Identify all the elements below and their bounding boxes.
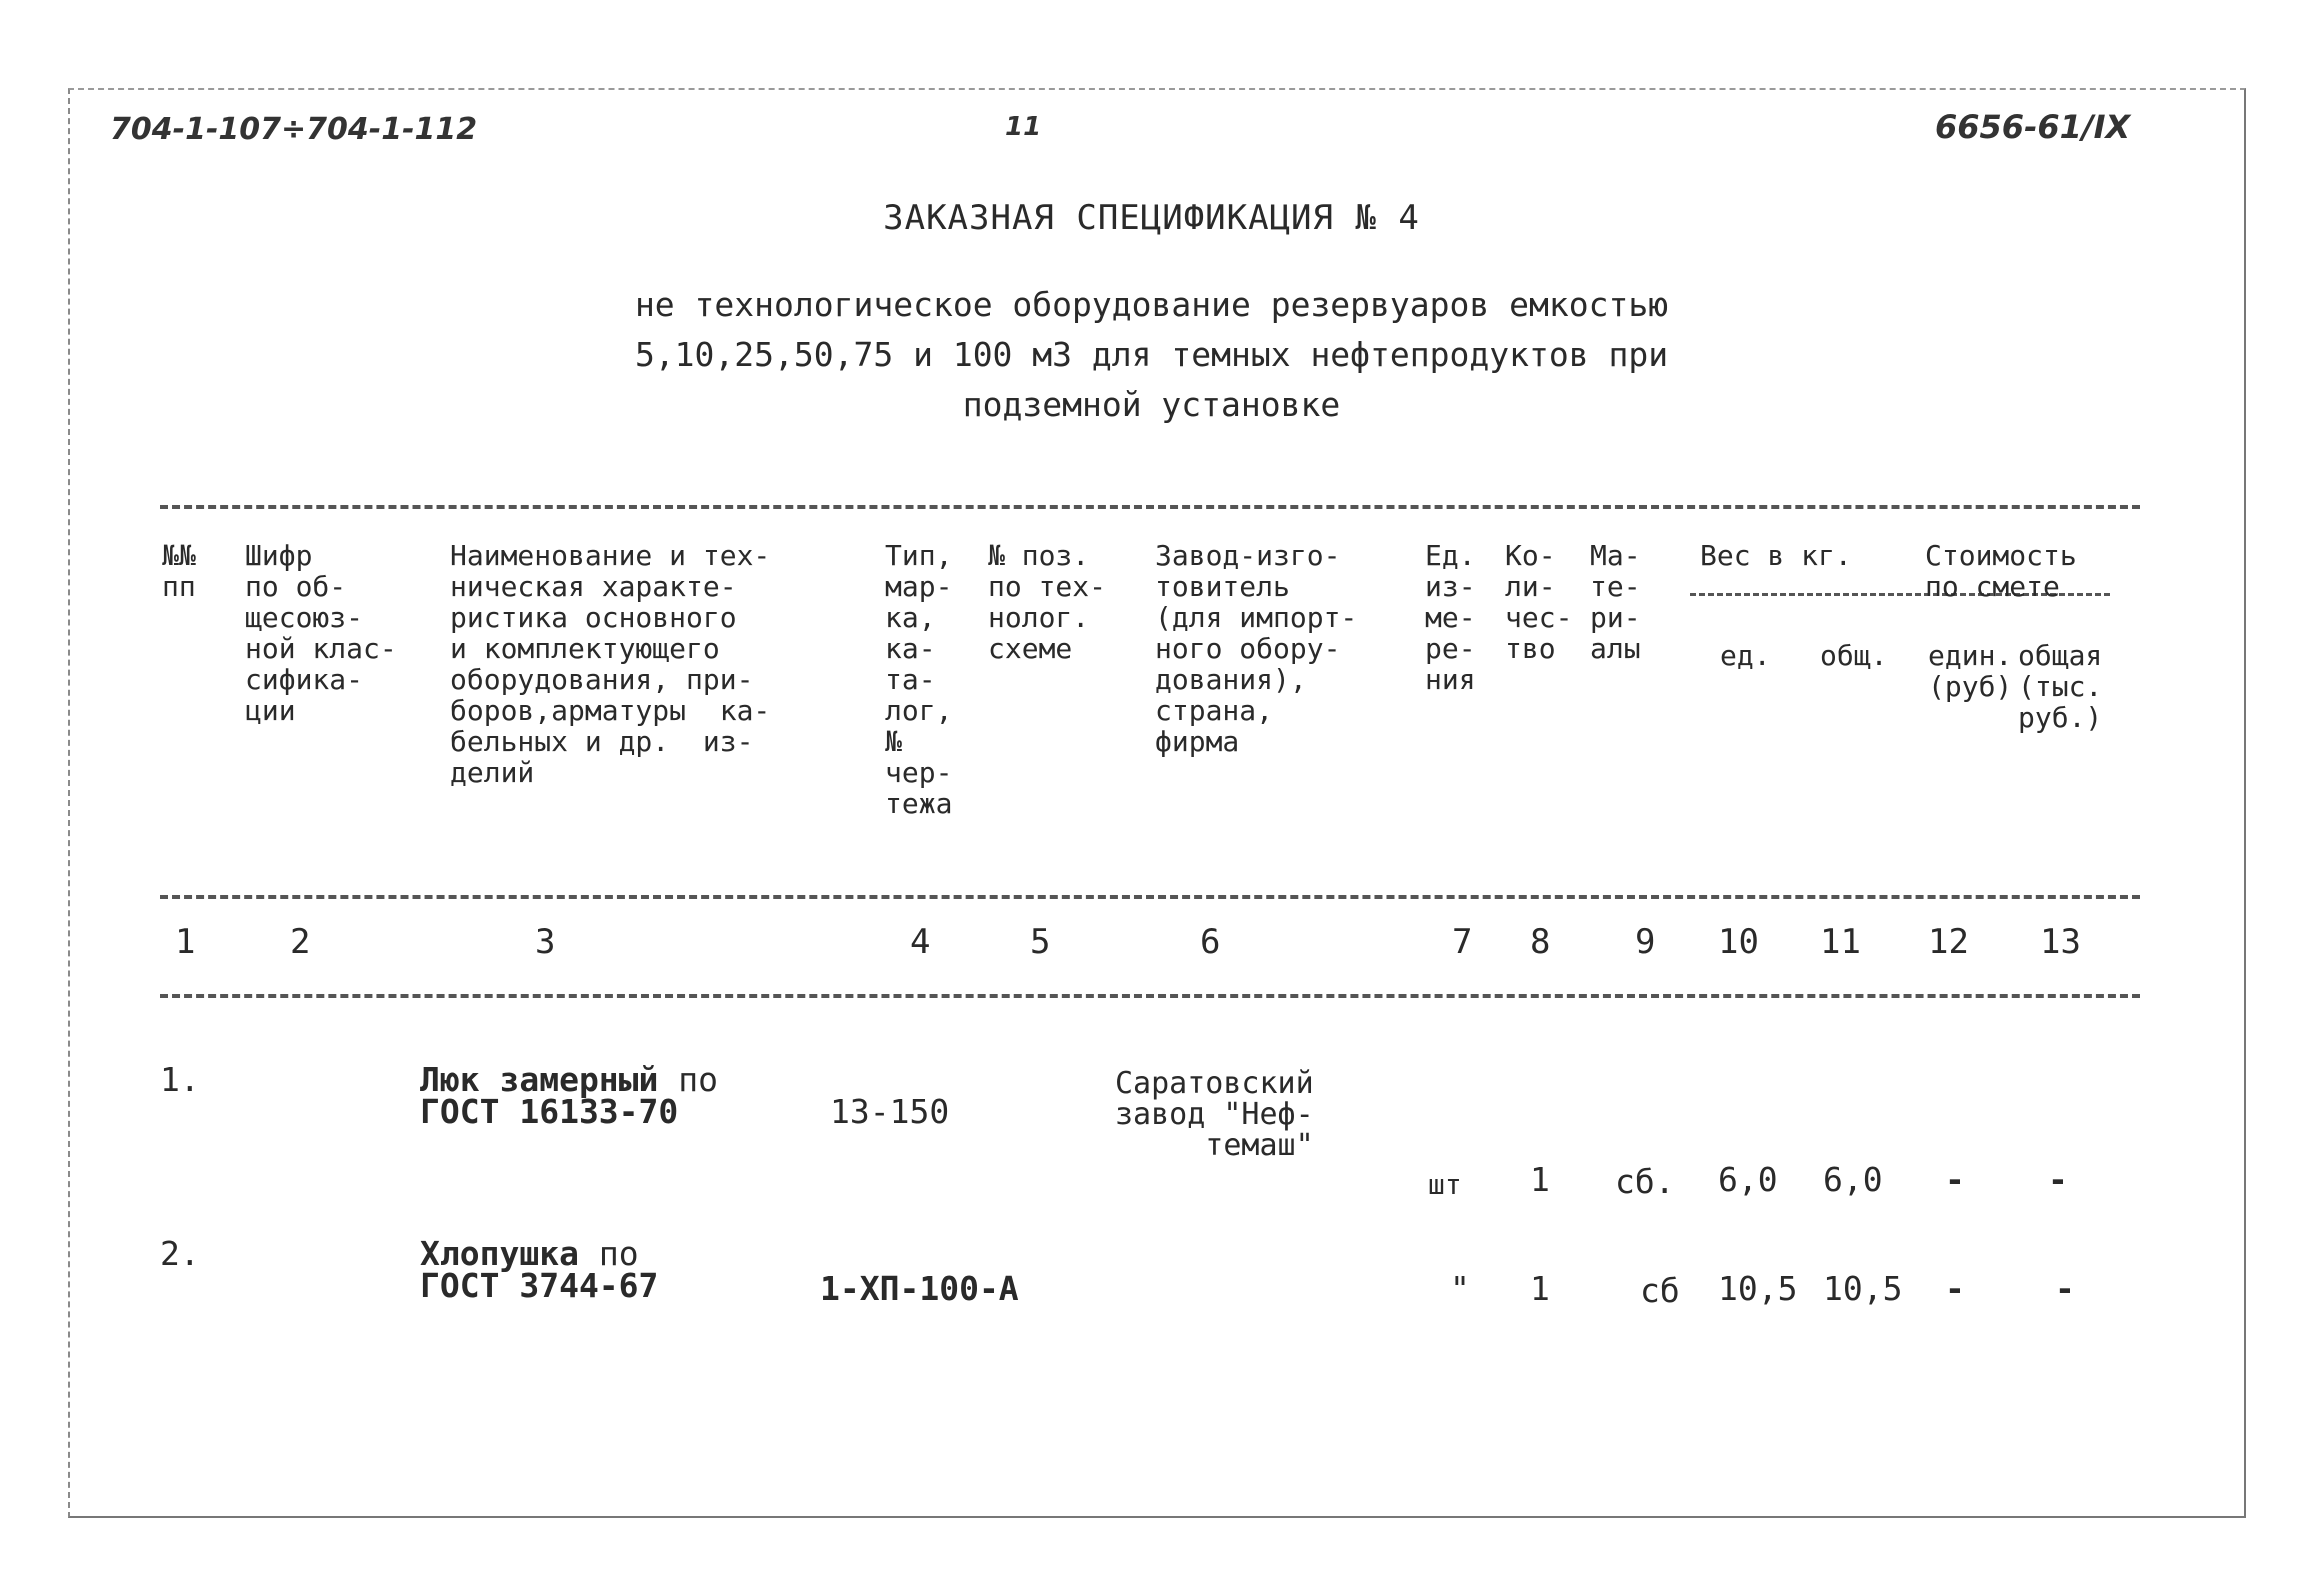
row-2-unit: " (1450, 1269, 1470, 1308)
column-number-6: 6 (1200, 922, 1221, 962)
row-1-name-line-2: ГОСТ 16133-70 (420, 1092, 679, 1131)
subtitle-line-2: 5,10,25,50,75 и 100 м3 для темных нефтепродуктов при (634, 335, 1669, 374)
header-bottom-rule (160, 895, 2140, 899)
row-2-weight-unit: 10,5 (1718, 1269, 1798, 1308)
row-1-weight-unit: 6,0 (1718, 1160, 1778, 1199)
column-number-3: 3 (535, 922, 556, 962)
row-1-cost-total: - (2048, 1160, 2068, 1199)
header-weight-group: Вес в кг. (1700, 539, 1852, 572)
row-1-cost-unit: - (1945, 1160, 1965, 1199)
row-2-quantity: 1 (1530, 1269, 1550, 1308)
row-1-type: 13-150 (830, 1092, 950, 1131)
header-col-9: Ма- те- ри- алы (1590, 539, 1641, 665)
header-col-2: Шифр по об- щесоюз- ной клас- сифика- ции (245, 539, 397, 727)
header-col-4: Тип, мар- ка, ка- та- лог, № чер- тежа (885, 539, 953, 820)
column-number-1: 1 (175, 922, 196, 962)
document-code-left: 704-1-107÷704-1-112 (110, 112, 478, 147)
column-number-7: 7 (1452, 922, 1473, 962)
header-col-3: Наименование и тех- ническая характе- ристика основного и комплектующего оборудования, при- боров,арматуры ка- бельных и др. из- делий (450, 539, 771, 789)
row-1-number: 1. (160, 1060, 200, 1099)
column-number-11: 11 (1820, 922, 1861, 962)
header-col-5: № поз. по тех- нолог. схеме (988, 539, 1107, 665)
column-number-4: 4 (910, 922, 931, 962)
document-title: ЗАКАЗНАЯ СПЕЦИФИКАЦИЯ № 4 (883, 198, 1420, 238)
table-top-rule (160, 505, 2140, 509)
header-cost-group: Стоимость по смете (1925, 539, 2077, 603)
column-number-2: 2 (290, 922, 311, 962)
document-code-right: 6656-61/IX (1935, 108, 2131, 146)
row-2-cost-unit: - (1945, 1269, 1965, 1308)
header-col-11: общ. (1820, 639, 1888, 672)
row-1-unit: шт (1428, 1168, 1462, 1201)
column-number-12: 12 (1928, 922, 1969, 962)
row-2-cost-total: - (2055, 1269, 2075, 1308)
header-col-10: ед. (1720, 639, 1771, 672)
column-number-5: 5 (1030, 922, 1051, 962)
header-col-7: Ед. из- ме- ре- ния (1425, 539, 1476, 696)
header-col-12: един. (руб) (1928, 639, 2013, 703)
row-2-name-rest: по (578, 1234, 639, 1273)
header-col-6: Завод-изго- товитель (для импорт- ного обору- дования), страна, фирма (1155, 539, 1358, 758)
subtitle-line-3: подземной установке (962, 385, 1341, 424)
row-1-name-bold: Люк замерный (420, 1060, 659, 1099)
column-number-10: 10 (1718, 922, 1759, 962)
subtitle-line-1: не технологическое оборудование резервуаров емкостью (634, 285, 1669, 324)
header-col-13: общая (тыс. руб.) (2018, 639, 2103, 734)
row-2-weight-total: 10,5 (1823, 1269, 1903, 1308)
row-1-name-rest: по (658, 1060, 719, 1099)
page-number: 11 (1005, 112, 1042, 142)
row-2-number: 2. (160, 1234, 200, 1273)
column-number-13: 13 (2040, 922, 2081, 962)
row-2-name-bold: Хлопушка (420, 1234, 579, 1273)
row-2-material: сб (1640, 1271, 1680, 1310)
row-2-name-line-2: ГОСТ 3744-67 (420, 1266, 659, 1305)
header-col-1: №№ пп (162, 539, 196, 603)
row-2-type: 1-ХП-100-А (820, 1269, 1019, 1308)
column-number-8: 8 (1530, 922, 1551, 962)
column-numbers-bottom-rule (160, 994, 2140, 998)
row-1-manufacturer: Саратовский завод "Неф- темаш" (1115, 1066, 1314, 1163)
row-1-weight-total: 6,0 (1823, 1160, 1883, 1199)
row-1-material: сб. (1615, 1162, 1675, 1201)
column-number-9: 9 (1635, 922, 1656, 962)
header-col-8: Ко- ли- чес- тво (1505, 539, 1573, 665)
row-1-quantity: 1 (1530, 1160, 1550, 1199)
